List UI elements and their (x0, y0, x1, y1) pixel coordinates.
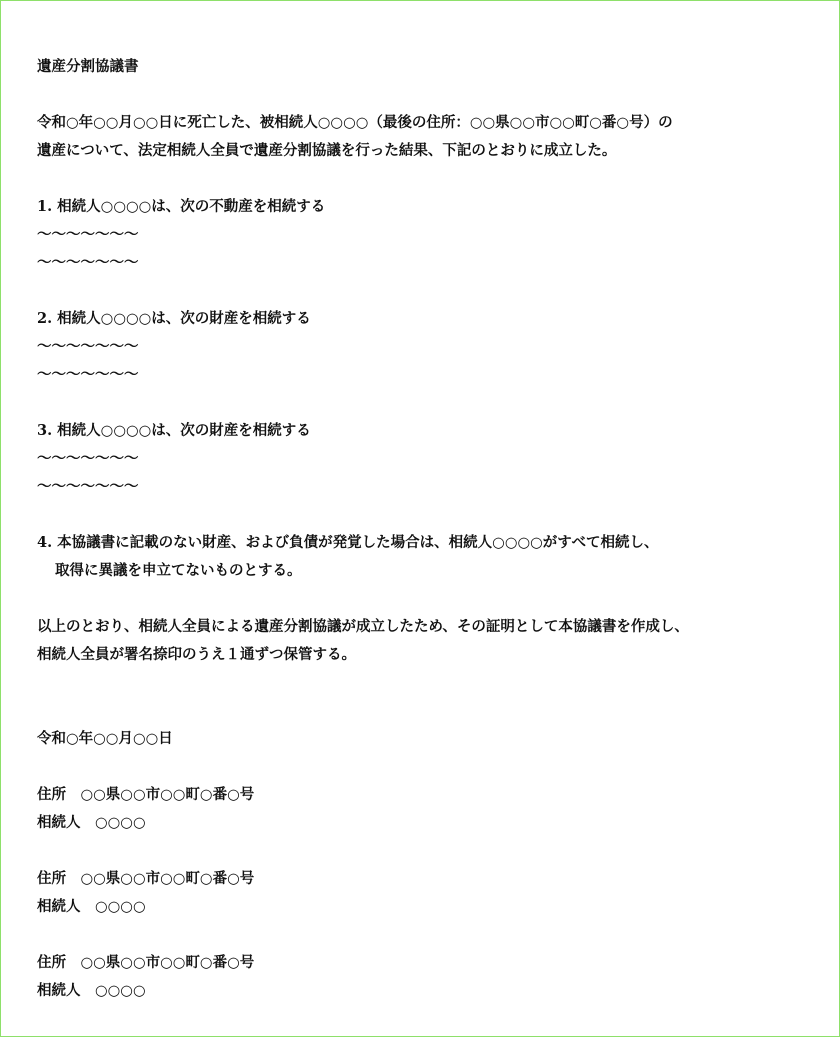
signatory-1 (37, 781, 817, 837)
intro-line-2: 遺産について、法定相続人全員で遺産分割協議を行った結果、下記のとおりに成立した。 (37, 142, 617, 159)
item-detail: 〜〜〜〜〜〜〜 (37, 478, 139, 495)
signatory-name: 相続人 ○○○○ (37, 982, 146, 999)
item-4-line-1: 4. 本協議書に記載のない財産、および負債が発覚した場合は、相続人○○○○がすべて相続し、 (37, 534, 659, 551)
item-1 (37, 193, 817, 277)
intro-line-1: 令和○年○○月○○日に死亡した、被相続人○○○○（最後の住所：○○県○○市○○町○番○号）の (37, 114, 673, 131)
signing-date: 令和○年○○月○○日 (37, 730, 173, 747)
item-detail: 〜〜〜〜〜〜〜 (37, 450, 139, 467)
signatory-address: 住所 ○○県○○市○○町○番○号 (37, 954, 255, 971)
item-detail: 〜〜〜〜〜〜〜 (37, 254, 139, 271)
item-3 (37, 417, 817, 501)
item-2 (37, 305, 817, 389)
document-title: 遺産分割協議書 (37, 58, 139, 75)
signatory-address: 住所 ○○県○○市○○町○番○号 (37, 870, 255, 887)
signatory-3 (37, 949, 817, 1005)
document-body (37, 53, 817, 1005)
signatory-2 (37, 865, 817, 921)
item-heading: 1. 相続人○○○○は、次の不動産を相続する (37, 198, 326, 215)
item-detail: 〜〜〜〜〜〜〜 (37, 226, 139, 243)
item-heading: 2. 相続人○○○○は、次の財産を相続する (37, 310, 311, 327)
item-detail: 〜〜〜〜〜〜〜 (37, 366, 139, 383)
item-detail: 〜〜〜〜〜〜〜 (37, 338, 139, 355)
signatory-name: 相続人 ○○○○ (37, 898, 146, 915)
signatory-name: 相続人 ○○○○ (37, 814, 146, 831)
closing-line-1: 以上のとおり、相続人全員による遺産分割協議が成立したため、その証明として本協議書を作成し、 (37, 618, 689, 635)
item-heading: 3. 相続人○○○○は、次の財産を相続する (37, 422, 311, 439)
item-4-line-2: 取得に異議を申立てないものとする。 (55, 562, 302, 579)
closing-line-2: 相続人全員が署名捺印のうえ１通ずつ保管する。 (37, 646, 356, 663)
item-4 (37, 529, 817, 585)
signatory-address: 住所 ○○県○○市○○町○番○号 (37, 786, 255, 803)
